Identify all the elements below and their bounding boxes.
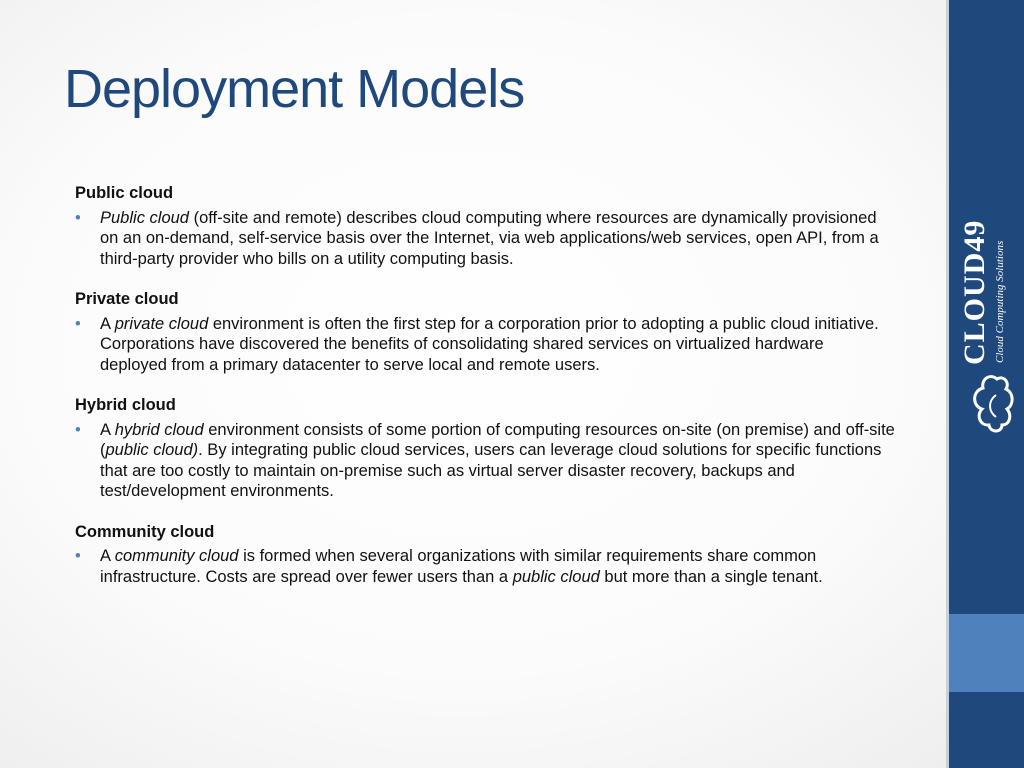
bullet-item (75, 546, 895, 587)
section-heading: Hybrid cloud (75, 396, 176, 414)
logo-name: CLOUD49 (958, 219, 991, 365)
bullet-item (75, 314, 895, 376)
section-heading: Public cloud (75, 184, 174, 202)
section-heading: Community cloud (75, 522, 215, 541)
bullet-dot-icon: • (75, 208, 81, 227)
bullet-dot-icon: • (75, 314, 81, 333)
bullet-text: A hybrid cloud environment consists of some portion of computing resources on-site (on premise) and off-site (public cloud). By integrating public cloud services, users can leverage cloud solutions for specific functions that are too costly to maintain on-premise such as virtual server disaster recovery, backups and test/development environments. (100, 420, 895, 500)
slide-body (75, 183, 895, 607)
logo-rotated (952, 210, 1018, 435)
bullet-item (75, 420, 895, 502)
logo-tagline: Cloud Computing Solutions (994, 240, 1006, 363)
section-public-cloud (75, 183, 895, 269)
section-heading: Private cloud (75, 290, 179, 308)
slide-title: Deployment Models (64, 59, 525, 119)
sidebar-accent-band (949, 614, 1024, 692)
cloud-icon (952, 369, 1022, 435)
bullet-text: Public cloud (off-site and remote) describes cloud computing where resources are dynamically provisioned on an on-demand, self-service basis over the Internet, via web applications/web services, open API, from a third-party provider who bills on a utility computing basis. (100, 208, 879, 268)
section-community-cloud (75, 522, 895, 588)
section-hybrid-cloud (75, 395, 895, 502)
cloud49-logo (952, 210, 1018, 435)
section-private-cloud (75, 289, 895, 375)
bullet-text: A private cloud environment is often the first step for a corporation prior to adopting a public cloud initiative. Corporations have discovered the benefits of consolidating shared services on virtualized hardware deployed from a primary datacenter to serve local and remote users. (100, 314, 879, 374)
bullet-dot-icon: • (75, 420, 81, 439)
bullet-text: A community cloud is formed when several organizations with similar requirements share common infrastructure. Costs are spread over fewer users than a public cloud but more than a single tenant. (100, 547, 823, 586)
bullet-dot-icon: • (75, 547, 81, 565)
bullet-item (75, 208, 895, 270)
